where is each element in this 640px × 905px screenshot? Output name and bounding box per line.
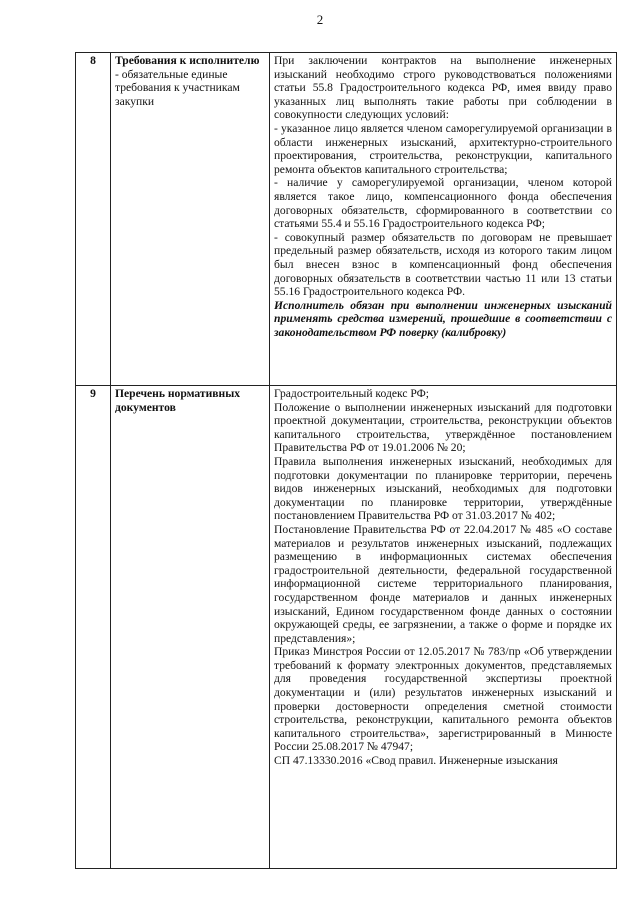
page-number: 2 (316, 12, 324, 27)
row-title-cell (111, 53, 270, 386)
row-content (270, 53, 617, 386)
paragraph: Положение о выполнении инженерных изысканий для подготовки проектной документации, строительства, реконструкции объектов капитального строительства, утверждённое постановлением Правительства РФ от 19.01.2006 № 20; (274, 400, 612, 455)
paragraph: Правила выполнения инженерных изысканий, необходимых для подготовки документации по планировке территории, перечень видов инженерных изысканий, необходимых для подготовки документации по планировке территории, утверждённые постановлением Правительства РФ от 31.03.2017 № 402; (274, 454, 612, 523)
row-content (270, 386, 617, 869)
row-subtitle: - обязательные единые требования к участникам закупки (115, 67, 240, 108)
row-title: Перечень нормативных документов (115, 387, 241, 414)
row-number: 8 (76, 53, 111, 386)
row-title: Требования к исполнителю (115, 54, 260, 67)
table-row (76, 53, 617, 386)
emphasis-paragraph: Исполнитель обязан при выполнении инженерных изысканий применять средства измерений, прошедшие в соответствии с законодательством РФ поверку (калибровку) (274, 298, 612, 339)
row-number: 9 (76, 386, 111, 869)
paragraph: - наличие у саморегулируемой организации, членом которой является такое лицо, компенсационного фонда обеспечения договорных обязательств, сформированного в соответствии со статьями 55.4 и 55.16 Градостроительного кодекса РФ; (274, 176, 612, 231)
paragraph: При заключении контрактов на выполнение инженерных изысканий необходимо строго руководствоваться положениями статьи 55.8 Градостроительного кодекса РФ, имея ввиду право указанных лиц выполнять такие работы при соблюдении в совокупности следующих условий: (274, 54, 612, 122)
paragraph: Приказ Минстроя России от 12.05.2017 № 783/пр «Об утверждении требований к формату электронных документов, представляемых для проведения государственной экспертизы проектной документации и (или) результатов инженерных изысканий и проверки достоверности определения сметной стоимости строительства, реконструкции, капитального ремонта объектов капитального строительства», зарегистрированный в Минюсте России 25.08.2017 № 47947; (274, 645, 612, 754)
paragraph: Градостроительный кодекс РФ; (274, 387, 430, 400)
paragraph: Постановление Правительства РФ от 22.04.2017 № 485 «О составе материалов и результатов инженерных изысканий, подлежащих размещению в информационных системах обеспечения градостроительной деятельности, федеральной государственной информационной системе территориального планирования, государственном фонде материалов и данных инженерных изысканий, Едином государственном фонде данных о состоянии окружающей среды, ее загрязнении, а также о форме и порядке их представления»; (274, 522, 612, 645)
paragraph: - совокупный размер обязательств по договорам не превышает предельный размер обязательств, исходя из которого таким лицом был внесен взнос в компенсационный фонд обеспечения договорных обязательств в соответствии частью 11 или 13 статьи 55.16 Градостроительного кодекса РФ. (274, 230, 612, 299)
paragraph: СП 47.13330.2016 «Свод правил. Инженерные изыскания (274, 754, 558, 768)
table-row (76, 386, 617, 869)
row-title-cell (111, 386, 270, 869)
requirements-table (75, 52, 617, 869)
paragraph: - указанное лицо является членом саморегулируемой организации в области инженерных изысканий, архитектурно-строительного проектирования, строительства, реконструкции, капитального ремонта объектов капитального строительства; (274, 121, 612, 176)
